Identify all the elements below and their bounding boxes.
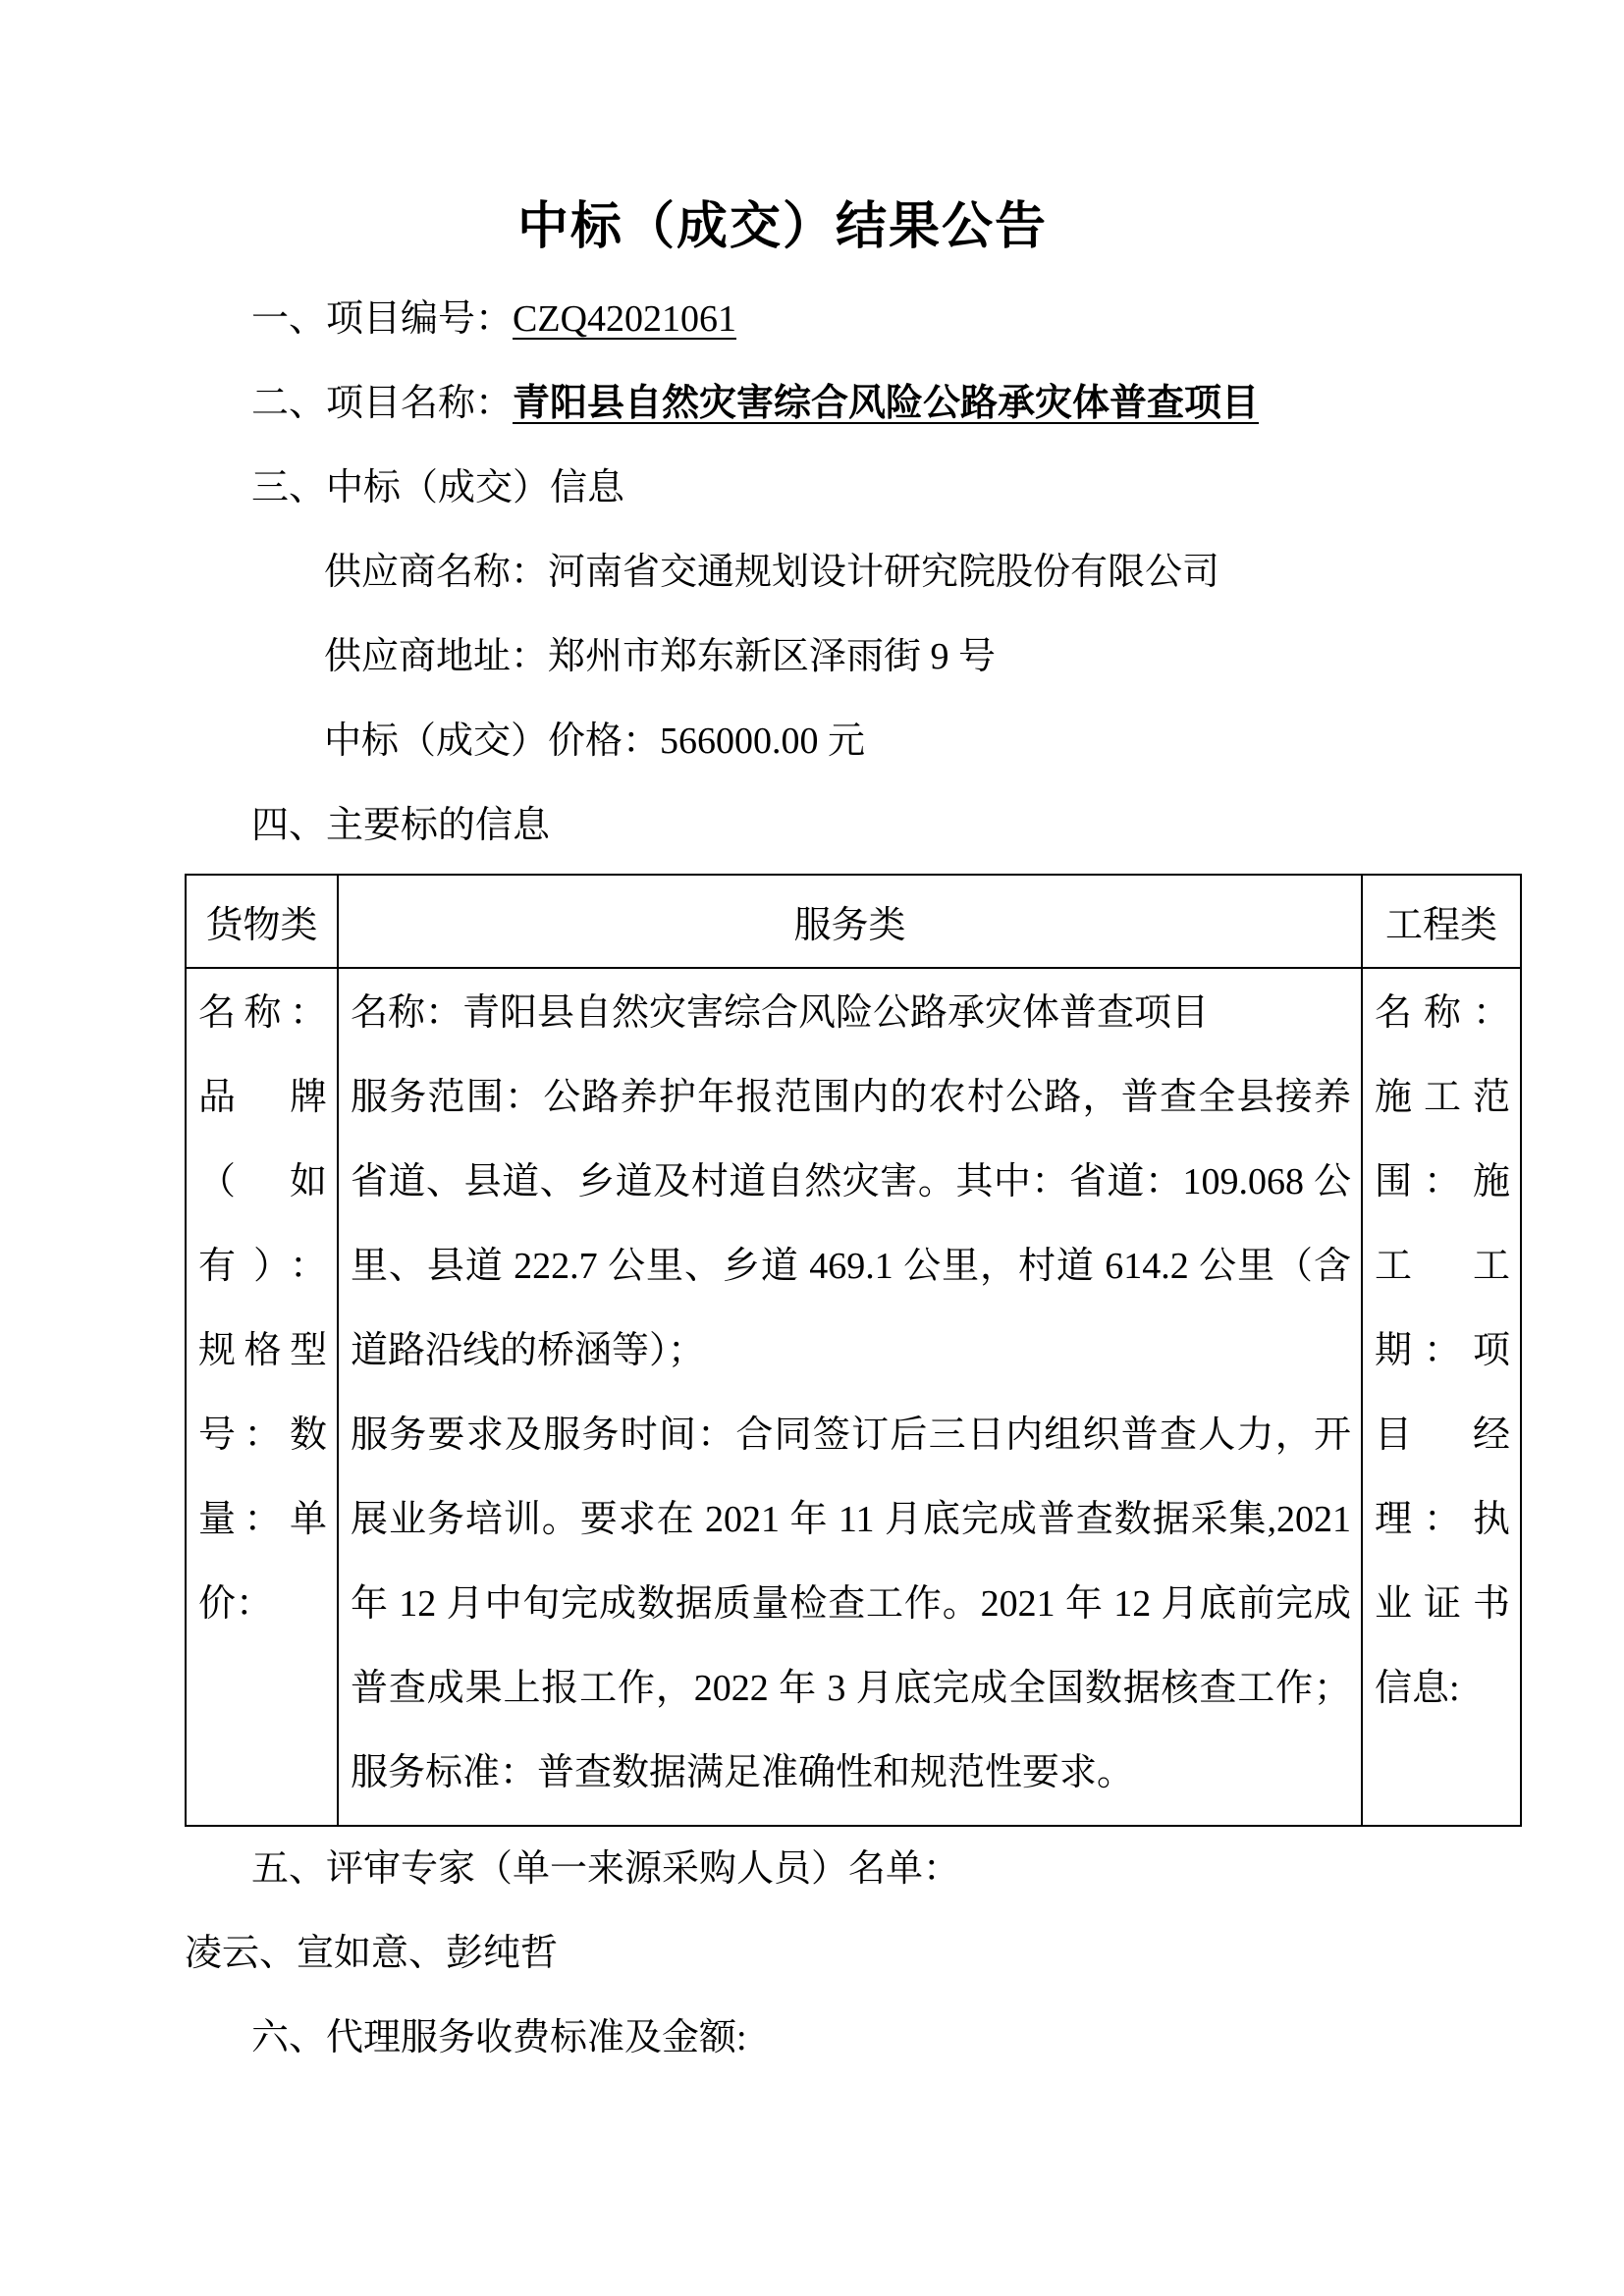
experts-heading: 五、评审专家（单一来源采购人员）名单： [251,1848,961,1890]
item-project-name [185,361,1522,446]
supplier-name-label: 供应商名称： [324,552,549,593]
agency-fee-heading: 六、代理服务收费标准及金额: [251,2017,747,2058]
table-header-row [186,875,1521,968]
award-price-label: 中标（成交）价格： [324,721,661,762]
project-number-value: CZQ42021061 [513,298,737,340]
col-header-goods: 货物类 [186,875,338,968]
project-number-label: 一、项目编号： [251,298,514,340]
supplier-address-value: 郑州市郑东新区泽雨街 9 号 [548,636,997,677]
item-project-number [185,277,1522,361]
col-header-engineering: 工程类 [1362,875,1521,968]
page-title: 中标（成交）结果公告 [516,199,1048,255]
award-info-heading: 三、中标（成交）信息 [251,467,625,508]
supplier-address-line [185,614,1522,699]
supplier-name-value: 河南省交通规划设计研究院股份有限公司 [548,552,1220,593]
project-name-value: 青阳县自然灾害综合风险公路承灾体普查项目 [513,383,1260,424]
engineering-cell: 名称：施工范围：施工工期：项目经理：执业证书信息: [1362,968,1521,1826]
service-cell [338,968,1362,1826]
supplier-name-line [185,530,1522,614]
service-name-paragraph: 名称：青阳县自然灾害综合风险公路承灾体普查项目 [351,992,1210,1034]
service-scope-paragraph: 服务范围：公路养护年报范围内的农村公路，普查全县接养省道、县道、乡道及村道自然灾害。其中：省道：109.068 公里、县道 222.7 公里、乡道 469.1 公里，村道 614.2 公里（含道路沿线的桥涵等）； [351,1077,1351,1371]
col-header-service: 服务类 [338,875,1362,968]
award-price-value: 566000.00 元 [660,721,866,762]
goods-cell: 名称：品牌（如有）：规格型号：数量：单价： [186,968,338,1826]
project-name-label: 二、项目名称： [251,383,514,424]
award-price-line [185,699,1522,783]
experts-names: 凌云、宣如意、彭纯哲 [185,1933,559,1974]
bid-info-table [185,874,1522,1827]
service-requirements-paragraph: 服务要求及服务时间：合同签订后三日内组织普查人力，开展业务培训。要求在 2021 年 11 月底完成普查数据采集,2021 年 12 月中旬完成数据质量检查工作。2021 年 12 月底前完成普查成果上报工作，2022 年 3 月底完成全国数据核查工作；服务标准：普查数据满足准确性和规范性要求。 [351,1415,1351,1793]
main-subject-heading: 四、主要标的信息 [251,805,551,846]
supplier-address-label: 供应商地址： [324,636,549,677]
table-body-row [186,968,1521,1826]
